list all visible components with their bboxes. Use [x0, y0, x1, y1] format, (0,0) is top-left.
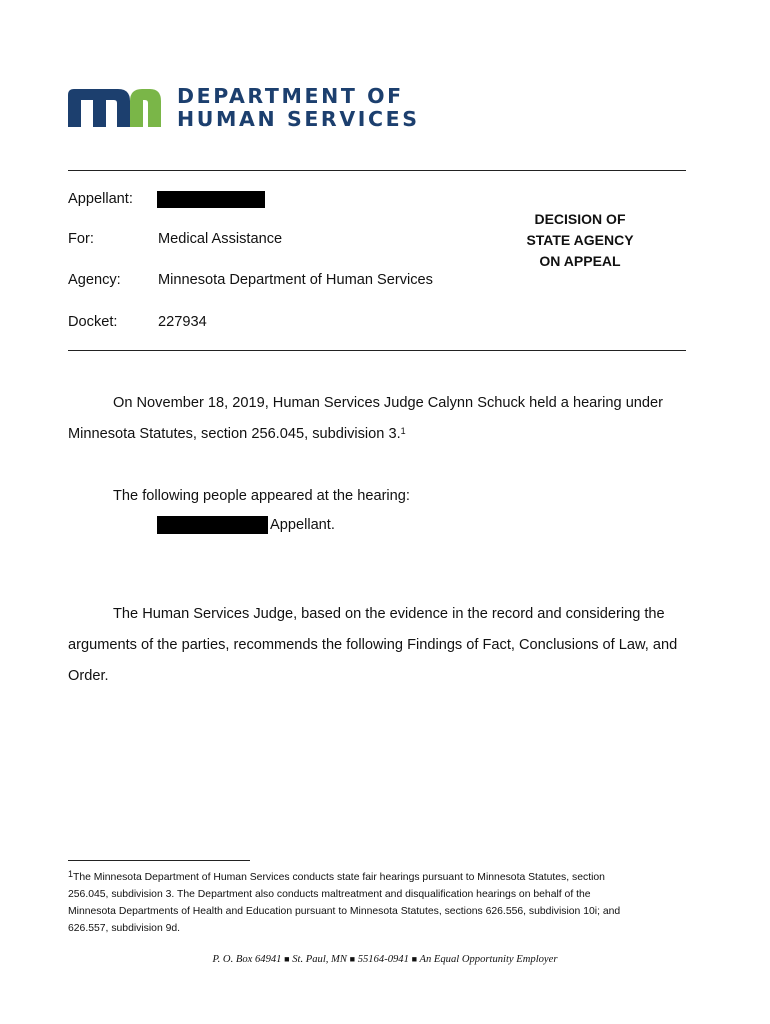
footnote-line2: 256.045, subdivision 3. The Department also conducts maltreatment and disqualification hearings on behalf of the [68, 889, 591, 900]
recommend-paragraph-line2: arguments of the parties, recommends the following Findings of Fact, Conclusions of Law, and [68, 637, 678, 653]
decision-heading [506, 209, 654, 272]
org-name-line2: HUMAN SERVICES [177, 107, 420, 131]
recommend-paragraph-line1: The Human Services Judge, based on the evidence in the record and considering the [113, 606, 665, 622]
org-name-line1: DEPARTMENT OF [177, 84, 404, 108]
caption-bottom-rule [68, 350, 686, 351]
footer-city: St. Paul, MN [292, 954, 347, 965]
footer-employer: An Equal Opportunity Employer [419, 954, 558, 965]
footnote-reference: 1 [400, 426, 406, 436]
for-label: For: [68, 231, 94, 247]
page-footer [0, 952, 770, 967]
footnote [68, 869, 708, 937]
docket-label: Docket: [68, 314, 118, 330]
for-value: Medical Assistance [158, 231, 283, 247]
footnote-line3: Minnesota Departments of Health and Education pursuant to Minnesota Statutes, sections 626.556, subdivision 10i; and [68, 906, 621, 917]
footer-po-box: P. O. Box 64941 [212, 954, 282, 965]
appeared-role: Appellant. [270, 517, 335, 533]
intro-paragraph-line1: On November 18, 2019, Human Services Judge Calynn Schuck held a hearing under [113, 395, 664, 411]
caption-top-rule [68, 170, 686, 171]
agency-label: Agency: [68, 272, 121, 288]
docket-number: 227934 [158, 314, 207, 330]
recommend-paragraph-line3: Order. [68, 668, 109, 684]
intro-paragraph-line2 [68, 425, 406, 443]
mn-logo-mark [68, 85, 168, 133]
footer-separator: ■ [411, 954, 417, 964]
footnote-line4: 626.557, subdivision 9d. [68, 923, 181, 934]
footer-separator: ■ [284, 954, 290, 964]
appeared-name-redaction [157, 516, 268, 534]
decision-line2: STATE AGENCY [526, 232, 634, 248]
decision-line1: DECISION OF [534, 211, 626, 227]
appeared-heading: The following people appeared at the hearing: [113, 488, 410, 504]
intro-citation: Minnesota Statutes, section 256.045, subdivision 3. [68, 426, 401, 442]
appellant-label: Appellant: [68, 191, 133, 207]
agency-value: Minnesota Department of Human Services [158, 272, 433, 288]
footnote-text-line1: The Minnesota Department of Human Services conducts state fair hearings pursuant to Minnesota Statutes, section [73, 872, 605, 883]
footnote-marker: 1 [68, 869, 74, 879]
appellant-name-redaction [157, 191, 265, 208]
footnote-line1 [68, 869, 708, 886]
dhs-logo [68, 84, 420, 133]
footer-zip: 55164-0941 [357, 954, 409, 965]
decision-line3: ON APPEAL [539, 253, 621, 269]
footnote-separator [68, 860, 250, 861]
footer-separator: ■ [349, 954, 356, 964]
